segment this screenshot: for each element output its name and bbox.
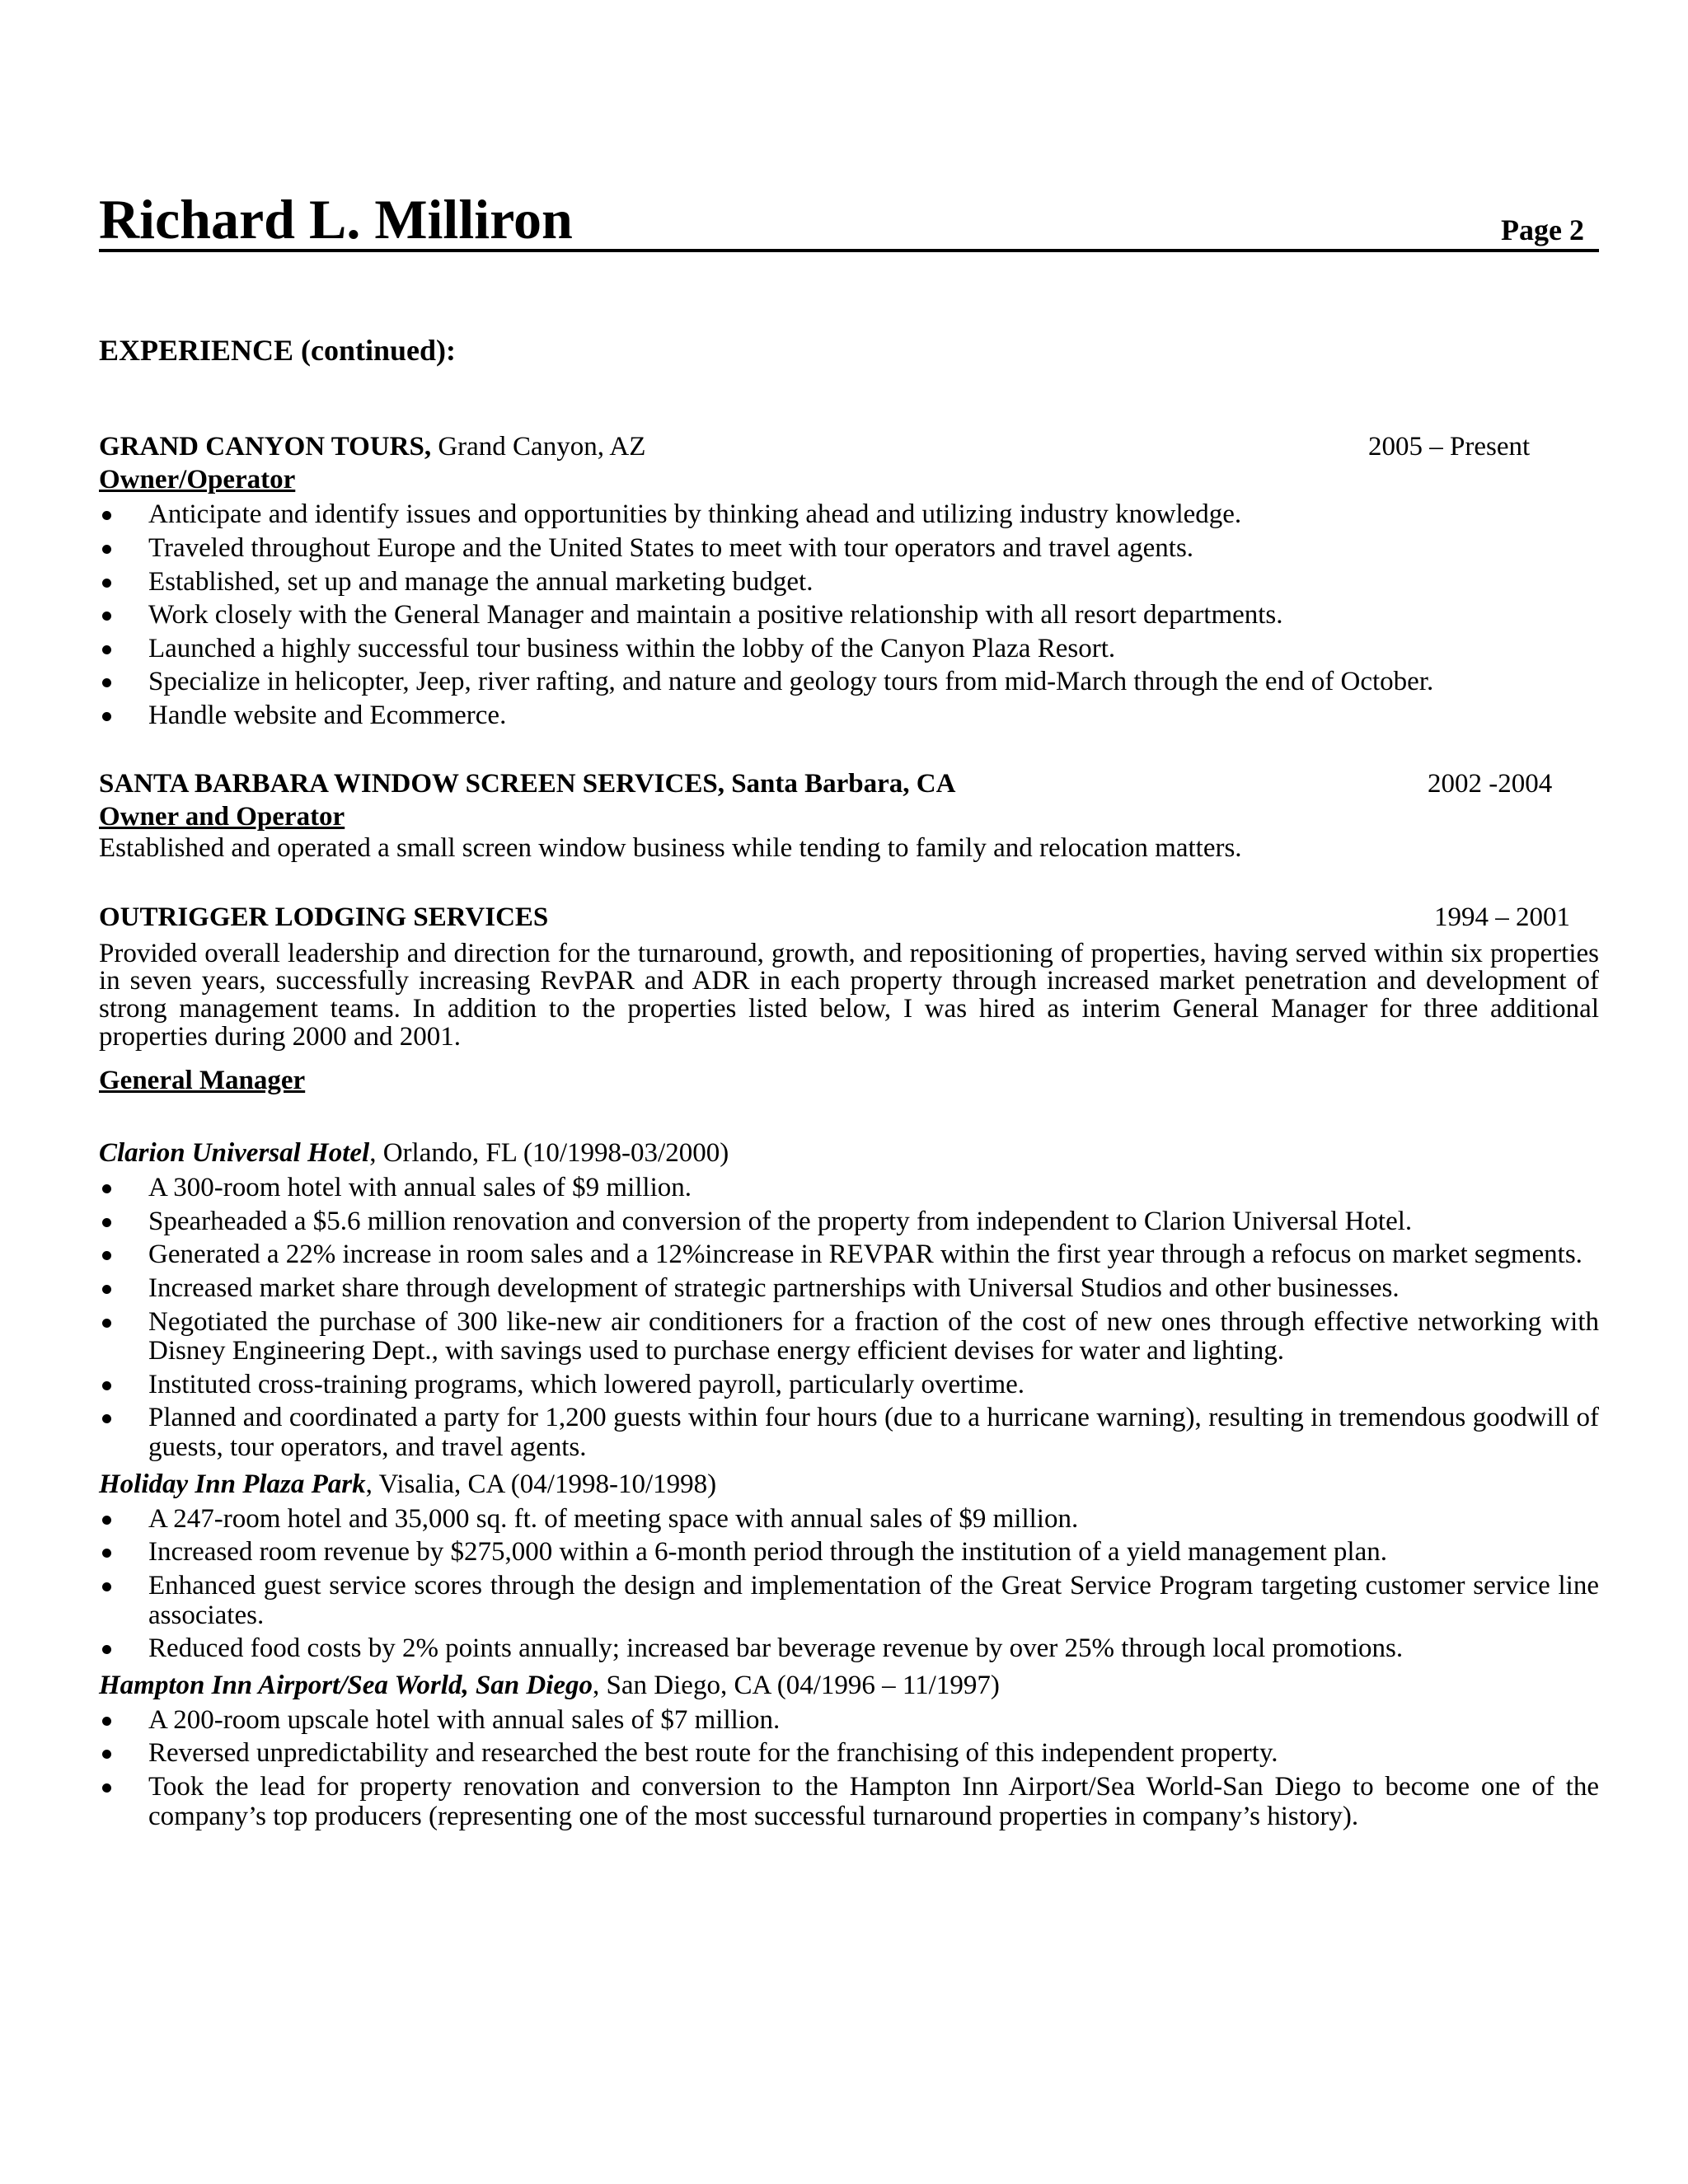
list-item: Anticipate and identify issues and opportunities by thinking ahead and utilizing industry knowledge. [99, 500, 1599, 530]
list-item: Specialize in helicopter, Jeep, river rafting, and nature and geology tours from mid-March through the end of October. [99, 668, 1599, 697]
company-name: OUTRIGGER LODGING SERVICES [99, 902, 549, 932]
list-item: A 247-room hotel and 35,000 sq. ft. of meeting space with annual sales of $9 million. [99, 1505, 1599, 1535]
property-holiday-inn [99, 1469, 1599, 1664]
job-role: General Manager [99, 1066, 306, 1096]
job-grand-canyon-tours [99, 432, 1599, 730]
list-item: Handle website and Ecommerce. [99, 701, 1599, 731]
list-item: Reduced food costs by 2% points annually; increased bar beverage revenue by over 25% through local promotions. [99, 1634, 1599, 1664]
job-header [99, 769, 1599, 802]
job-dates: 1994 – 2001 [1434, 902, 1570, 932]
company-name: SANTA BARBARA WINDOW SCREEN SERVICES, Santa Barbara, CA [99, 768, 956, 799]
list-item: Launched a highly successful tour business within the lobby of the Canyon Plaza Resort. [99, 635, 1599, 664]
property-name: Clarion Universal Hotel [99, 1138, 370, 1169]
list-item: A 300-room hotel with annual sales of $9 million. [99, 1174, 1599, 1203]
list-item: Enhanced guest service scores through the design and implementation of the Great Service Program targeting customer service line associates. [99, 1572, 1599, 1630]
list-item: Traveled throughout Europe and the United States to meet with tour operators and travel agents. [99, 534, 1599, 564]
company-name: GRAND CANYON TOURS, [99, 432, 432, 462]
list-item: A 200-room upscale hotel with annual sales of $7 million. [99, 1706, 1599, 1736]
property-header [99, 1469, 1599, 1501]
property-bullets [99, 1174, 1599, 1463]
job-role: Owner/Operator [99, 465, 296, 495]
property-details: , San Diego, CA (04/1996 – 11/1997) [593, 1670, 1000, 1700]
company-location: Grand Canyon, AZ [431, 432, 646, 462]
list-item: Reversed unpredictability and researched the best route for the franchising of this independent property. [99, 1739, 1599, 1769]
property-bullets [99, 1505, 1599, 1664]
job-description: Provided overall leadership and direction for the turnaround, growth, and repositioning of properties, having served within six properties in seven years, successfully increasing RevPAR and ADR in each property through increased market penetration and development of strong management teams. In addition to the properties listed below, I was hired as interim General Manager for three additional properties during 2000 and 2001. [99, 938, 1599, 1052]
property-header [99, 1671, 1599, 1702]
property-bullets [99, 1706, 1599, 1832]
job-outrigger-lodging [99, 902, 1599, 1832]
property-name: Holiday Inn Plaza Park [99, 1469, 366, 1499]
property-details: , Visalia, CA (04/1998-10/1998) [365, 1469, 717, 1499]
job-role: Owner and Operator [99, 801, 345, 832]
list-item: Established, set up and manage the annual marketing budget. [99, 568, 1599, 598]
list-item: Increased room revenue by $275,000 within a 6-month period through the institution of a yield management plan. [99, 1538, 1599, 1568]
list-item: Spearheaded a $5.6 million renovation and conversion of the property from independent to Clarion Universal Hotel. [99, 1207, 1599, 1237]
job-description: Established and operated a small screen window business while tending to family and relocation matters. [99, 832, 1242, 863]
page-number: Page 2 [1501, 213, 1584, 246]
job-header [99, 902, 1599, 935]
job-dates: 2002 -2004 [1428, 768, 1553, 799]
experience-section [99, 334, 1599, 1869]
list-item: Negotiated the purchase of 300 like-new air conditioners for a fraction of the cost of new ones through effective networking with Disney Engineering Dept., with savings used to purchase energy efficient devises for water and lighting. [99, 1308, 1599, 1366]
job-dates: 2005 – Present [1368, 432, 1531, 462]
job-santa-barbara-window-screen [99, 769, 1599, 865]
job-header [99, 432, 1599, 465]
list-item: Increased market share through development of strategic partnerships with Universal Studios and other businesses. [99, 1274, 1599, 1304]
property-details: , Orlando, FL (10/1998-03/2000) [369, 1138, 729, 1169]
list-item: Took the lead for property renovation and conversion to the Hampton Inn Airport/Sea World-San Diego to become one of the company’s top producers (representing one of the most successful turnaround properties in company’s history). [99, 1773, 1599, 1831]
list-item: Work closely with the General Manager and maintain a positive relationship with all resort departments. [99, 601, 1599, 630]
property-name: Hampton Inn Airport/Sea World, San Diego [99, 1670, 593, 1700]
section-title: EXPERIENCE (continued): [99, 334, 457, 367]
property-clarion [99, 1138, 1599, 1463]
job-bullets [99, 500, 1599, 730]
page-header [99, 181, 1599, 252]
candidate-name: Richard L. Milliron [99, 188, 573, 251]
list-item: Generated a 22% increase in room sales and a 12%increase in REVPAR within the first year through a refocus on market segments. [99, 1240, 1599, 1270]
property-header [99, 1138, 1599, 1169]
list-item: Planned and coordinated a party for 1,200 guests within four hours (due to a hurricane warning), resulting in tremendous goodwill of guests, tour operators, and travel agents. [99, 1404, 1599, 1462]
list-item: Instituted cross-training programs, which lowered payroll, particularly overtime. [99, 1371, 1599, 1400]
property-hampton-inn [99, 1671, 1599, 1831]
